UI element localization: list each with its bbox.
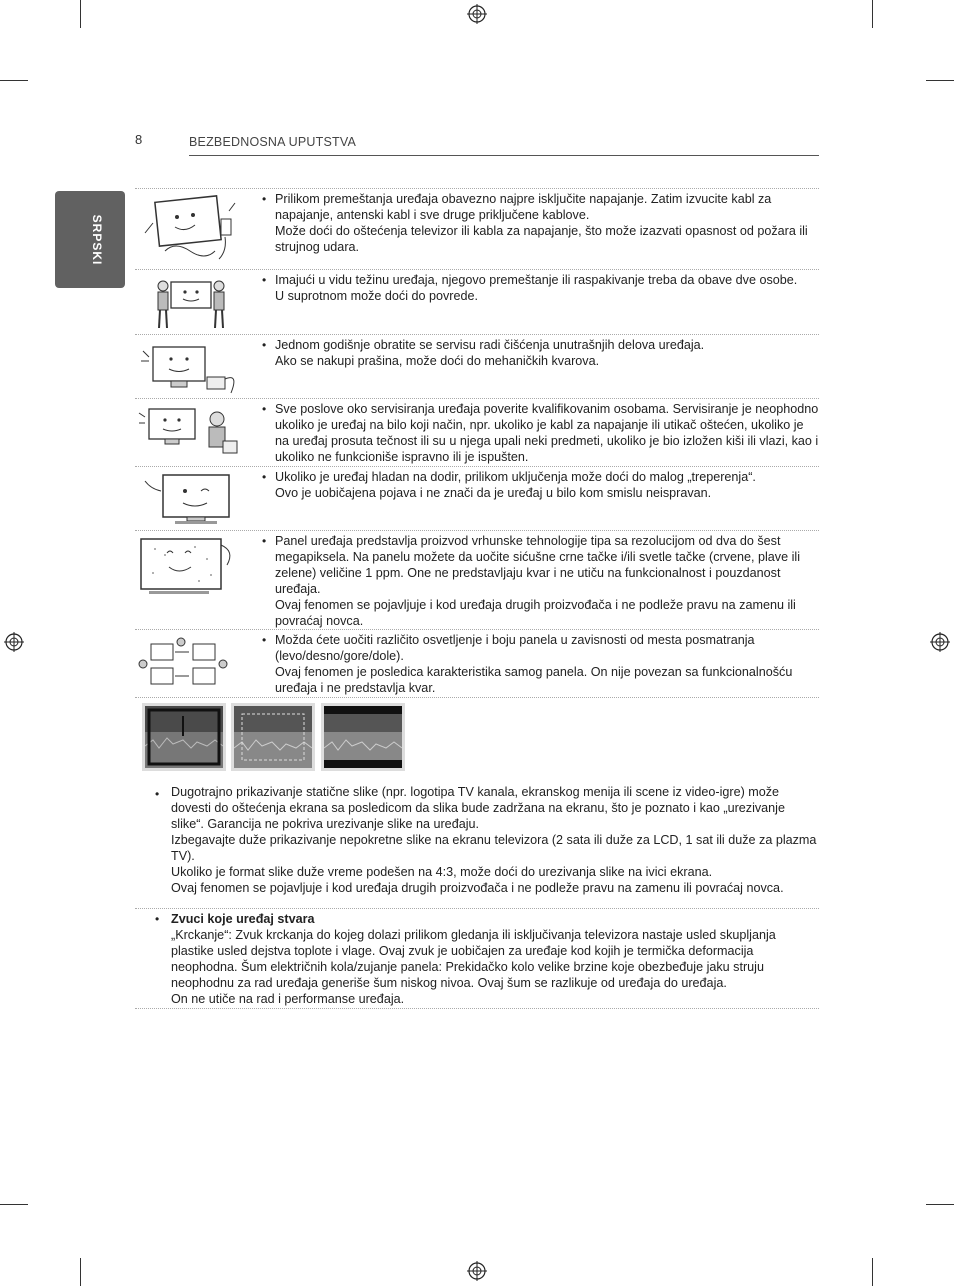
- instruction-text: On ne utiče na rad i performanse uređaja.: [171, 992, 405, 1006]
- registration-mark-icon: [4, 632, 24, 652]
- image-retention-photos: [135, 697, 819, 784]
- instruction-text: Ovaj fenomen se pojavljuje i kod uređaja drugih proizvođača i ne podleže pravu na zamenu ili povraćaj novca.: [275, 598, 796, 628]
- instruction-row: [135, 334, 819, 398]
- instruction-text: Može doći do oštećenja televizor ili kabla za napajanje, što može izazvati opasnost od požara ili strujnog udara.: [275, 224, 808, 254]
- language-tab-label: SRPSKI: [90, 214, 104, 265]
- instruction-row: [135, 269, 819, 334]
- instruction-text: Ovaj fenomen je posledica karakteristika samog panela. On nije povezan sa funkcionalnošću uređaja i ne predstavlja kvar.: [275, 665, 793, 695]
- instruction-text: Dugotrajno prikazivanje statične slike (npr. logotipa TV kanala, ekranskog menija ili scene iz video-igre) može dovesti do oštećenja ekrana sa posledicom da slika bude zadržana na ekranu, što je poznato i kao „urezivanje slike“. Garancija ne pokriva urezivanje slike na uređaju.: [171, 785, 785, 831]
- instruction-row: [135, 466, 819, 530]
- bullet-icon: •: [262, 402, 267, 416]
- bullet-icon: •: [262, 338, 267, 352]
- image-retention-photo: [142, 703, 226, 771]
- instruction-row: [135, 530, 819, 629]
- bullet-icon: •: [262, 633, 267, 647]
- crop-mark: [0, 1204, 28, 1205]
- crop-mark: [872, 0, 873, 28]
- bullet-icon: •: [262, 192, 267, 206]
- instruction-text: Izbegavajte duže prikazivanje nepokretne slike na ekranu televizora (2 sata ili duže za LCD, 1 sat ili duže za plazma TV).: [171, 833, 817, 863]
- instruction-text: Ukoliko je format slike duže vreme podešen na 4:3, može doći do urezivanja slike na ivici ekrana.: [171, 865, 713, 879]
- instruction-text: Ukoliko je uređaj hladan na dodir, prilikom uključenja može doći do malog „treperenja“.: [275, 470, 756, 484]
- instruction-text: Panel uređaja predstavlja proizvod vrhunske tehnologije tipa sa rezolucijom od dva do šest megapiksela. Na panelu možete da uočite sićušne crne tačke i/ili svetle tačke (crvene, plave ili zelene) veličine 1 ppm. One ne predstavljaju kvar i ne utiču na funkcionalnost i pouzdanost uređaja.: [275, 534, 801, 596]
- tv-viewing-angle-illustration-icon: [135, 634, 245, 694]
- instruction-text: Prilikom premeštanja uređaja obavezno najpre isključite napajanje. Zatim izvucite kabl za napajanje, antenski kabl i sve druge priključene kablove.: [275, 192, 772, 222]
- two-people-carry-tv-illustration-icon: [135, 274, 245, 332]
- bullet-icon: •: [262, 273, 267, 287]
- instruction-text: Možda ćete uočiti različito osvetljenje i boju panela u zavisnosti od mesta posmatranja (levo/desno/gore/dole).: [275, 633, 755, 663]
- crop-mark: [0, 80, 28, 81]
- image-retention-photo: [321, 703, 405, 771]
- section-title: BEZBEDNOSNA UPUTSTVA: [189, 135, 356, 149]
- tv-panel-pixels-illustration-icon: [135, 535, 245, 601]
- crop-mark: [926, 1204, 954, 1205]
- instruction-heading: Zvuci koje uređaj stvara: [171, 912, 315, 926]
- instruction-row: [135, 629, 819, 697]
- section-end-divider: [135, 1008, 819, 1009]
- page-number: 8: [135, 132, 143, 147]
- instruction-text: U suprotnom može doći do povrede.: [275, 289, 479, 303]
- instruction-text: Sve poslove oko servisiranja uređaja poverite kvalifikovanim osobama. Servisiranje je neophodno ukoliko je uređaj na bilo koji način, npr. ukoliko je kabl za napajanje ili utikač oštećen, ukoliko je na uređaj prosuta tečnost ili su u njega upali neki predmeti, ukoliko je bio izložen kiši ili vlazi, kao i ukoliko ne funkcioniše ispravno ili je ispušten.: [275, 402, 819, 464]
- registration-mark-icon: [467, 4, 487, 24]
- instruction-row: [135, 784, 819, 908]
- tv-winking-illustration-icon: [135, 471, 245, 529]
- image-retention-photo: [231, 703, 315, 771]
- instruction-row: [135, 908, 819, 1008]
- bullet-icon: •: [262, 470, 267, 484]
- crop-mark: [80, 0, 81, 28]
- safety-instructions: [135, 188, 819, 1009]
- instruction-text: Ovaj fenomen se pojavljuje i kod uređaja drugih proizvođača i ne podleže pravu na zamenu ili povraćaj novca.: [171, 881, 784, 895]
- registration-mark-icon: [467, 1261, 487, 1281]
- language-tab: [55, 191, 125, 288]
- crop-mark: [926, 80, 954, 81]
- instruction-text: „Krckanje“: Zvuk krckanja do kojeg dolazi prilikom gledanja ili isključivanja televizora nastaje usled skupljanja plastike usled dejstva toplote i vlage. Ovaj zvuk je uobičajen za uređaje kod kojih je termička deformacija neophodna. Šum električnih kola/zujanje panela: Prekidačko kolo velike brzine koje obezbeđuje jaku struju neophodnu za rad uređaja generiše šum niskog nivoa. Ovaj šum se razlikuje od uređaja do uređaja.: [171, 928, 776, 990]
- header-divider: [189, 155, 819, 156]
- tv-cleaning-illustration-icon: [135, 339, 245, 397]
- instruction-row: [135, 188, 819, 269]
- tv-service-technician-illustration-icon: [135, 403, 245, 463]
- bullet-icon: •: [155, 912, 160, 926]
- instruction-text: Ako se nakupi prašina, može doći do mehaničkih kvarova.: [275, 354, 600, 368]
- instruction-text: Imajući u vidu težinu uređaja, njegovo premeštanje ili raspakivanje treba da obave dve osobe.: [275, 273, 798, 287]
- crop-mark: [872, 1258, 873, 1286]
- tv-unplug-illustration-icon: [135, 193, 245, 265]
- registration-mark-icon: [930, 632, 950, 652]
- instruction-text: Ovo je uobičajena pojava i ne znači da je uređaj u bilo kom smislu neispravan.: [275, 486, 712, 500]
- instruction-row: [135, 398, 819, 466]
- crop-mark: [80, 1258, 81, 1286]
- instruction-text: Jednom godišnje obratite se servisu radi čišćenja unutrašnjih delova uređaja.: [275, 338, 705, 352]
- bullet-icon: •: [155, 787, 160, 801]
- bullet-icon: •: [262, 534, 267, 548]
